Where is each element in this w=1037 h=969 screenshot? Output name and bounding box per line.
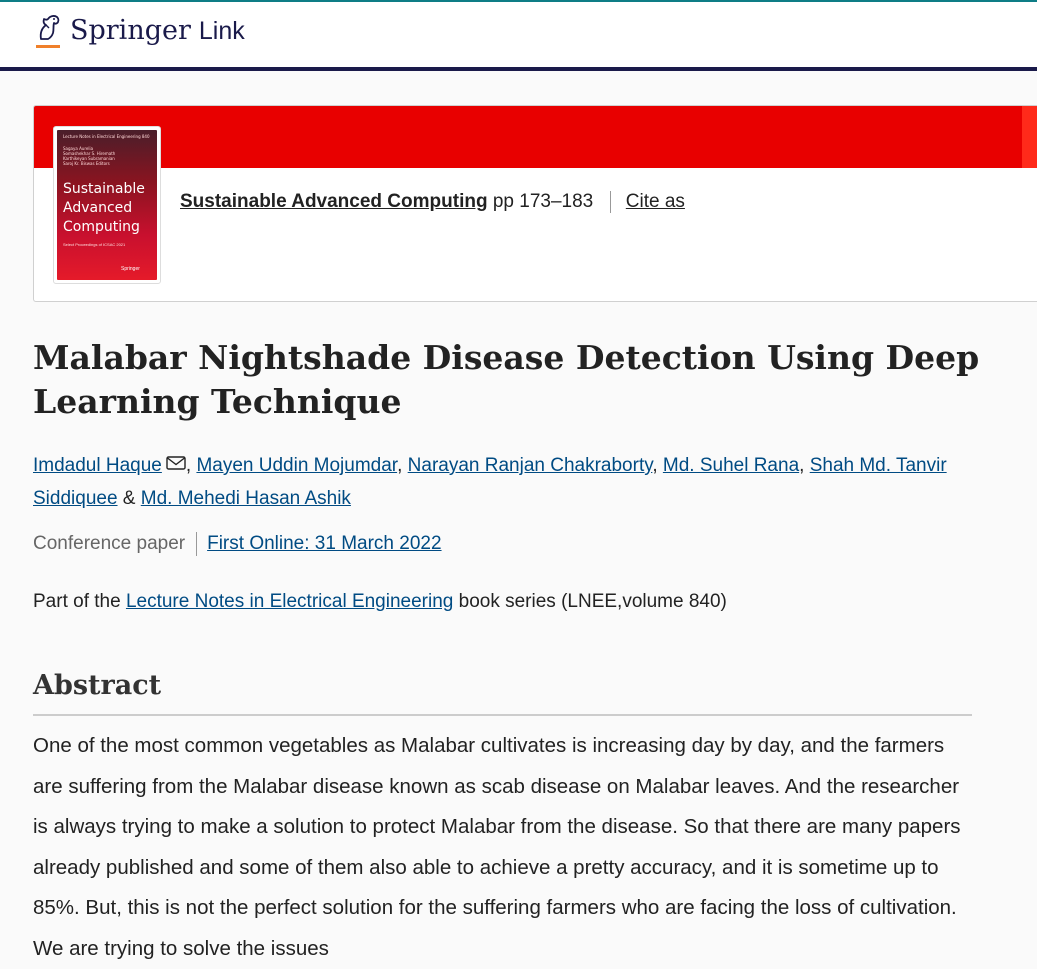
cite-as-link[interactable]: Cite as [625,191,685,212]
article-title: Malabar Nightshade Disease Detection Using Deep Learning Technique [33,338,980,421]
book-banner-edge [1022,106,1037,168]
springer-link-logo[interactable] [32,12,245,48]
cover-editor: Somashekhar S. Hiremath [63,151,116,156]
book-cover[interactable] [53,126,161,284]
abstract-heading: Abstract [33,668,972,716]
book-title-link[interactable]: Sustainable Advanced Computing [180,191,488,212]
series-link[interactable]: Lecture Notes in Electrical Engineering [125,591,454,612]
cover-subtitle: Select Proceedings of ICSAC 2021 [63,242,126,247]
cover-title: Sustainable Advanced Computing [63,181,145,235]
cover-editor: Saroj Kr. Biswas Editors [63,161,110,166]
book-banner [34,106,1022,168]
brand-suffix: Link [198,17,245,45]
first-online-link[interactable]: First Online: 31 March 2022 [207,533,442,554]
divider [196,532,197,556]
email-icon[interactable] [166,448,186,462]
cover-series-line: Lecture Notes in Electrical Engineering 840 [63,134,150,139]
divider [610,191,611,213]
book-meta [180,190,685,214]
author-link[interactable]: Imdadul Haque [33,455,162,476]
site-header [0,2,1037,71]
cover-editor: Karthikeyan Subramanian [63,156,115,161]
article-meta [33,531,442,557]
author-link[interactable]: Shah Md. Tanvir Siddiquee [33,455,947,509]
book-cover-image [57,130,157,280]
page-range: pp 173–183 [492,191,594,212]
author-link[interactable]: Narayan Ranjan Chakraborty [407,455,653,476]
book-series-line: Part of the Lecture Notes in Electrical Engineering book series (LNEE,volume 840) [33,591,727,612]
article-type: Conference paper [33,533,186,554]
author-link[interactable]: Md. Mehedi Hasan Ashik [140,488,351,509]
cover-editor: Sagaya Aurelia [63,146,94,151]
author-link[interactable]: Mayen Uddin Mojumdar [196,455,398,476]
abstract-text: One of the most common vegetables as Malabar cultivates is increasing day by day, and the farmers are suffering from the Malabar disease known as scab disease on Malabar leaves. And the researcher is always trying to make a solution to protect Malabar from the disease. So that there are many papers already published and some of them also able to achieve a pretty accuracy, and it is sometime up to 85%. But, this is not the perfect solution for the suffering farmers who are facing the loss of cultivation. We are trying to solve the issues [33,734,961,960]
brand-name: Springer [70,15,191,46]
cover-publisher: Springer [121,266,140,272]
springer-horse-icon [32,12,64,48]
book-card [33,105,1037,302]
author-list: Imdadul Haque , Mayen Uddin Mojumdar, Narayan Ranjan Chakraborty, Md. Suhel Rana, Shah Md. Tanvir Siddiquee & Md. Mehedi Hasan Ashik [33,448,973,515]
author-link[interactable]: Md. Suhel Rana [662,455,800,476]
